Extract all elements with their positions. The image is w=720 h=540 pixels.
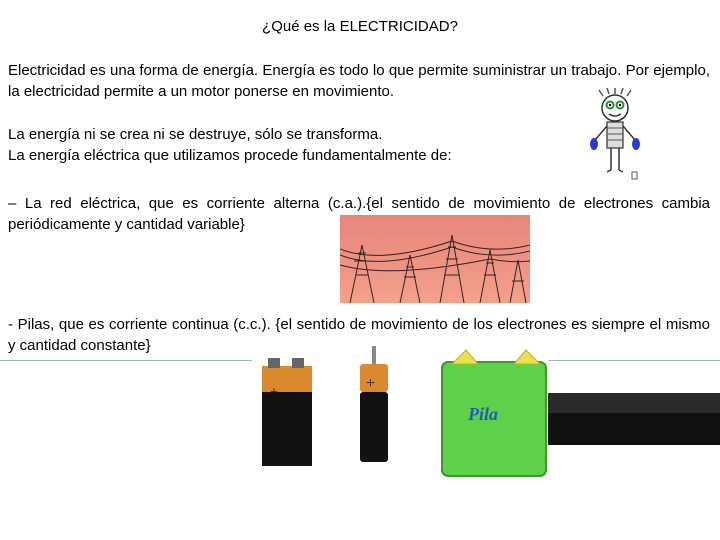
slide-title xyxy=(0,18,720,35)
dark-band-bottom xyxy=(540,413,720,445)
energy-line-2: La energía eléctrica que utilizamos procede fundamentalmente de: xyxy=(8,147,452,164)
title-suffix: ? xyxy=(449,18,458,35)
title-caps: ELECTRICIDAD xyxy=(339,18,450,35)
paragraph-energy xyxy=(8,124,578,166)
paragraph-red-electrica: – La red eléctrica, que es corriente alterna (c.a.).{el sentido de movimiento de electrones cambia periódicamente y cantidad variable} xyxy=(8,195,710,233)
power-lines-image xyxy=(340,215,530,303)
pila-label: Pila xyxy=(468,404,498,424)
batteries-image xyxy=(252,340,548,480)
cylinder-plus: + xyxy=(366,375,376,392)
energy-line-1: La energía ni se crea ni se destruye, sólo se transforma. xyxy=(8,126,383,143)
cartoon-figure-icon xyxy=(585,88,645,186)
battery-minus: - xyxy=(298,385,303,400)
batteries-drawing xyxy=(252,340,548,480)
paragraph-definition: Electricidad es una forma de energía. Energía es todo lo que permite suministrar un trabajo. Por ejemplo, la electricidad permite a un motor ponerse en movimiento. xyxy=(8,62,710,100)
battery-plus: + xyxy=(270,385,278,400)
title-prefix: ¿Qué es la xyxy=(262,18,340,35)
paragraph-pilas: - Pilas, que es corriente continua (c.c.). {el sentido de movimiento de los electrones es siempre el mismo y cantidad constante} xyxy=(8,316,710,354)
